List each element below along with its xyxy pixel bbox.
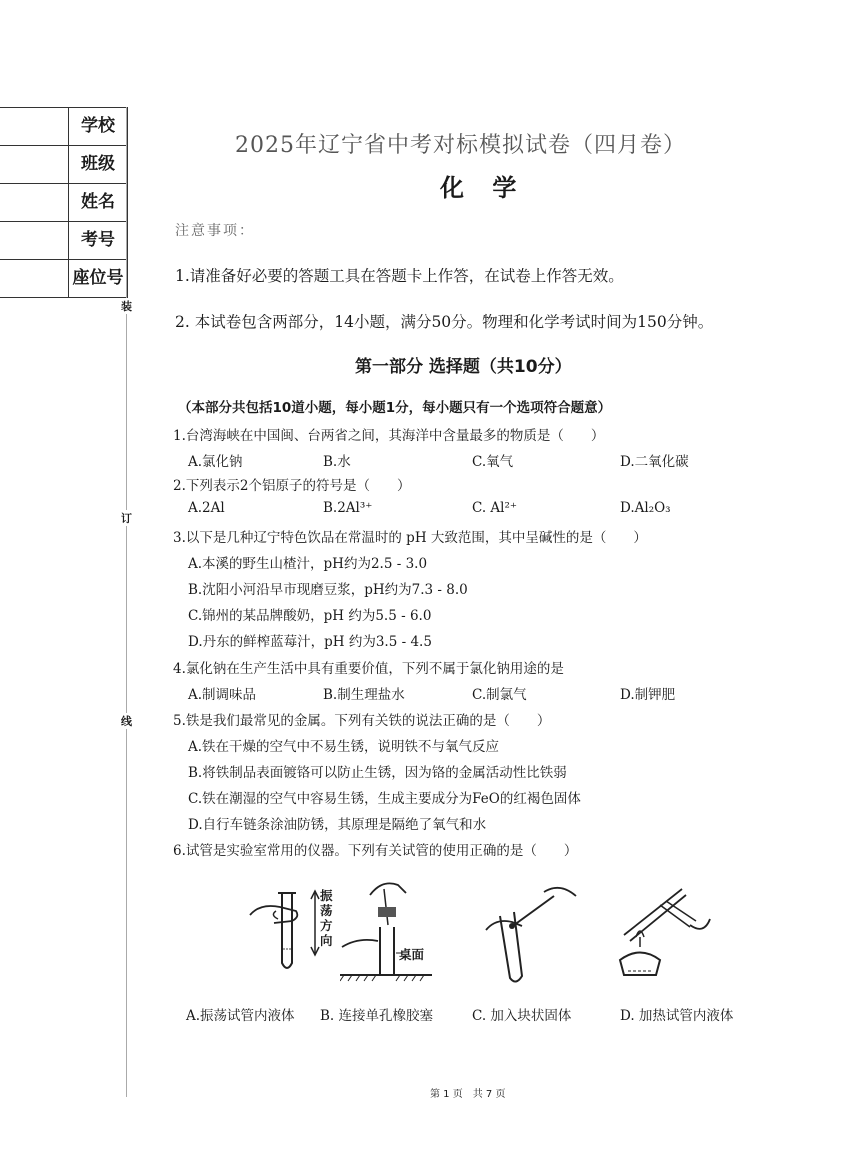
option: D.自行车链条涂油防锈，其原理是隔绝了氧气和水	[188, 817, 487, 833]
exam-title: 2025年辽宁省中考对标模拟试卷（四月卷）	[235, 133, 686, 158]
notice-heading: 注意事项：	[175, 223, 255, 239]
table-surface-label: 桌面	[399, 947, 425, 962]
option: B.水	[323, 454, 351, 470]
question-stem: 6.试管是实验室常用的仪器。下列有关试管的使用正确的是（ ）	[173, 843, 578, 859]
option: B.沈阳小河沿早市现磨豆浆，pH约为7.3 - 8.0	[188, 582, 468, 598]
option: B.2Al³⁺	[323, 500, 373, 516]
info-row-name	[0, 184, 128, 222]
heating-test-tube-illustration	[600, 875, 720, 990]
info-label: 座位号	[68, 260, 128, 297]
option: C.制氯气	[472, 687, 527, 703]
notice-item: 1.请准备好必要的答题工具在答题卡上作答，在试卷上作答无效。	[175, 267, 624, 285]
question-stem: 5.铁是我们最常见的金属。下列有关铁的说法正确的是（ ）	[173, 713, 551, 729]
option: C.氧气	[472, 454, 514, 470]
question-stem: 2.下列表示2个铝原子的符号是（ ）	[173, 478, 411, 494]
option: A.铁在干燥的空气中不易生锈，说明铁不与氧气反应	[188, 739, 500, 755]
info-label: 班级	[68, 146, 128, 183]
shake-direction-label: 振荡方向	[320, 888, 333, 948]
question-stem: 4.氯化钠在生产生活中具有重要价值，下列不属于氯化钠用途的是	[173, 661, 564, 677]
option: D.丹东的鲜榨蓝莓汁，pH 约为3.5 - 4.5	[188, 634, 432, 650]
section-title: 第一部分 选择题（共10分）	[355, 357, 572, 377]
student-info-table	[0, 107, 128, 298]
question-stem: 3.以下是几种辽宁特色饮品在常温时的 pH 大致范围，其中呈碱性的是（ ）	[173, 530, 647, 546]
info-row-class	[0, 146, 128, 184]
binding-mark: 装	[121, 300, 132, 313]
notice-item: 2. 本试卷包含两部分，14小题，满分50分。物理和化学考试时间为150分钟。	[175, 313, 714, 331]
section-description: （本部分共包括10道小题，每小题1分，每小题只有一个选项符合题意）	[178, 400, 612, 416]
adding-solid-illustration	[482, 878, 582, 988]
option: D.二氧化碳	[620, 454, 689, 470]
binding-mark: 订	[121, 512, 132, 525]
option: B.将铁制品表面镀铬可以防止生锈，因为铬的金属活动性比铁弱	[188, 765, 567, 781]
info-label: 学校	[68, 108, 128, 145]
option: A.本溪的野生山楂汁，pH约为2.5 - 3.0	[188, 556, 428, 572]
binding-line	[126, 107, 127, 1097]
option: A.氯化钠	[188, 454, 243, 470]
option: B.制生理盐水	[323, 687, 405, 703]
info-row-exam-number	[0, 222, 128, 260]
option: C.铁在潮湿的空气中容易生锈，生成主要成分为FeO的红褐色固体	[188, 791, 581, 807]
option: A.制调味品	[188, 687, 257, 703]
page-footer: 第 1 页 共 7 页	[430, 1089, 506, 1100]
option: C. Al²⁺	[472, 500, 518, 516]
subject-title: 化 学	[440, 174, 527, 202]
info-row-school	[0, 107, 128, 146]
stopper-connecting-illustration	[340, 875, 440, 990]
question-stem: 1.台湾海峡在中国闽、台两省之间，其海洋中含量最多的物质是（ ）	[173, 428, 605, 444]
info-row-seat-number	[0, 260, 128, 298]
binding-mark: 线	[121, 715, 132, 728]
option: C.锦州的某品牌酸奶，pH 约为5.5 - 6.0	[188, 608, 432, 624]
figure-caption: A.振荡试管内液体	[186, 1008, 295, 1024]
info-label: 姓名	[68, 184, 128, 221]
option: A.2Al	[188, 500, 225, 516]
info-label: 考号	[68, 222, 128, 259]
figure-caption: D. 加热试管内液体	[620, 1008, 734, 1024]
option: D.Al₂O₃	[620, 500, 671, 516]
option: D.制钾肥	[620, 687, 676, 703]
figure-caption: C. 加入块状固体	[472, 1008, 572, 1024]
figure-caption: B. 连接单孔橡胶塞	[320, 1008, 434, 1024]
